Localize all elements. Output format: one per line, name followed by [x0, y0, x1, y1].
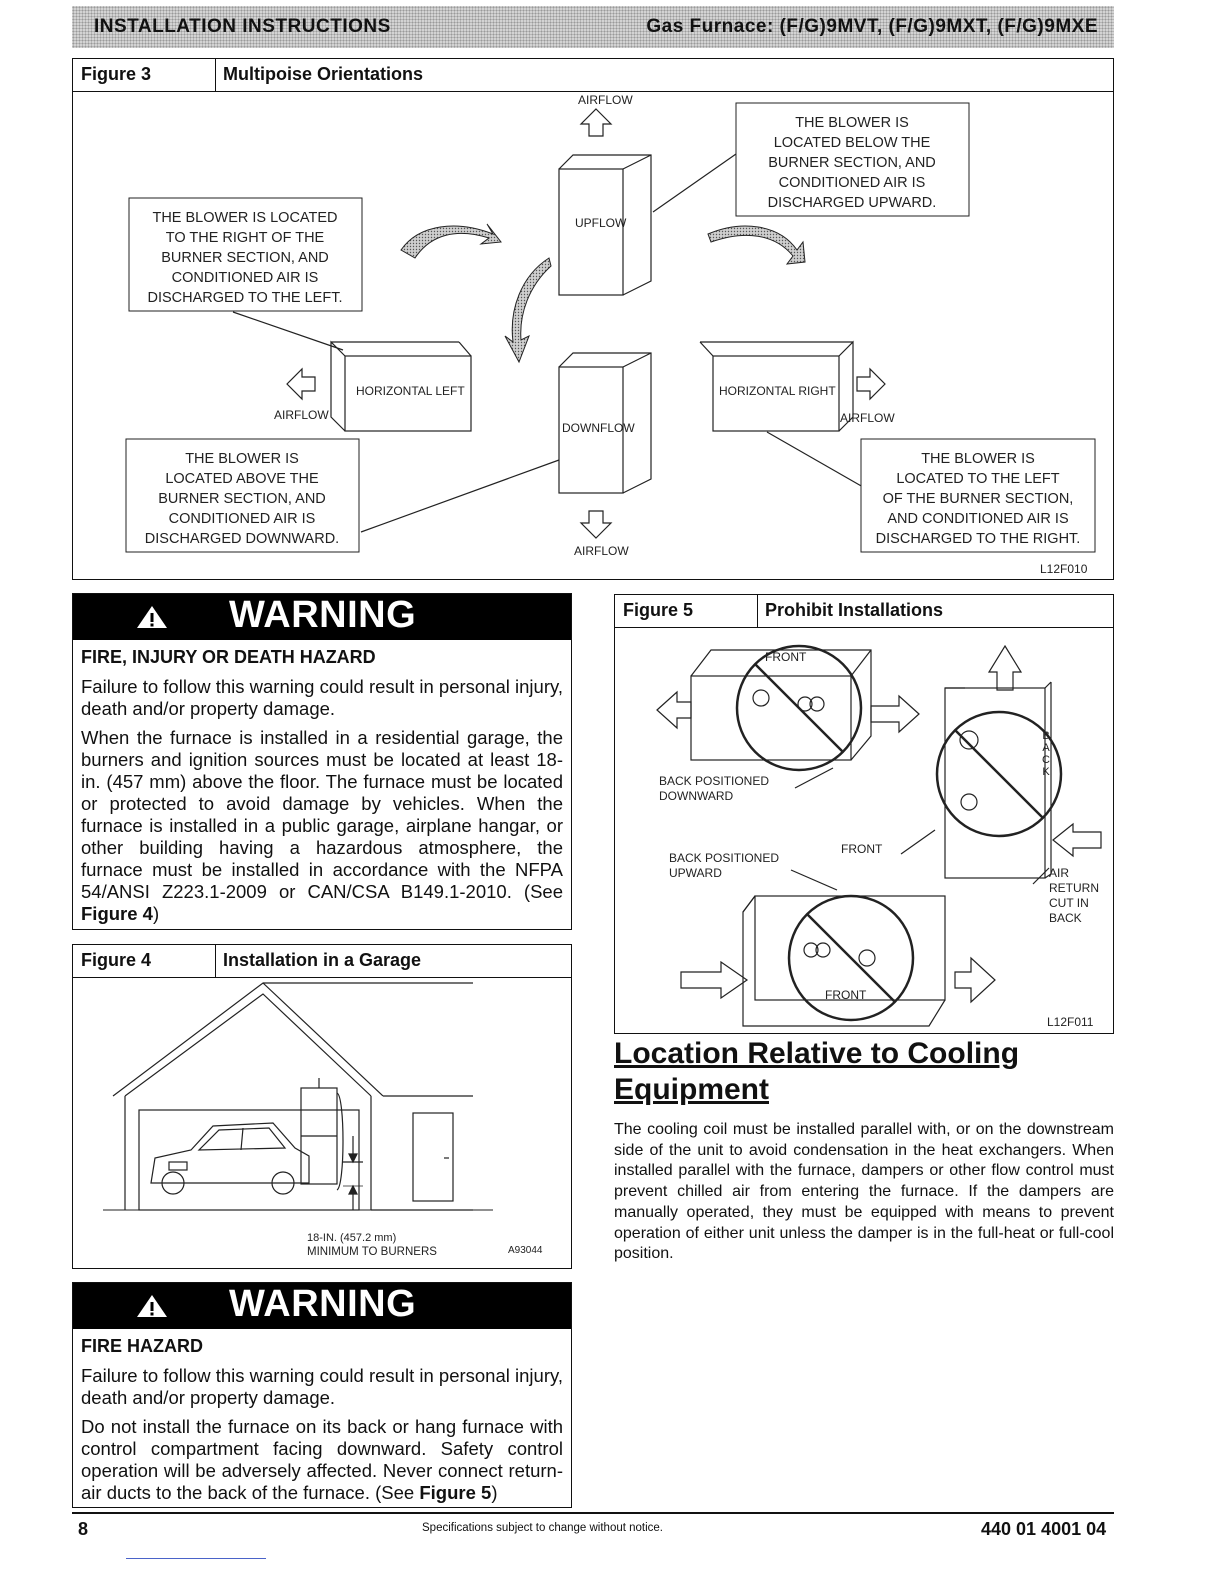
footer-note: Specifications subject to change without notice.: [422, 1522, 664, 1534]
document-number: 440 01 4001 04: [981, 1519, 1107, 1539]
decorative-rule: [126, 1558, 266, 1559]
warning-fire-injury: [72, 593, 572, 930]
svg-text:THE BLOWER IS: THE BLOWER IS: [185, 451, 299, 467]
airflow-up-arrow: [581, 109, 611, 136]
section-title: Location Relative to Cooling Equipment: [614, 1037, 1020, 1106]
svg-text:BURNER SECTION, AND: BURNER SECTION, AND: [768, 155, 936, 171]
back-up-label-1: BACK POSITIONED: [669, 851, 780, 865]
svg-text:OF THE BURNER SECTION,: OF THE BURNER SECTION,: [882, 491, 1074, 507]
svg-text:TO THE RIGHT OF THE: TO THE RIGHT OF THE: [165, 230, 325, 246]
rotate-arrow-right: [708, 226, 805, 264]
header-title: INSTALLATION INSTRUCTIONS: [94, 16, 391, 37]
svg-text:K: K: [1042, 766, 1050, 778]
rotate-arrow-left: [401, 224, 501, 258]
rotate-arrow-down: [505, 258, 551, 362]
figure-5-number: Figure 5: [623, 600, 694, 620]
garage-dim-1: 18-IN. (457.2 mm): [307, 1232, 397, 1244]
warning-text-1: Failure to follow this warning could result in personal injury, death and/or property damage.: [81, 676, 563, 719]
svg-text:LOCATED ABOVE THE: LOCATED ABOVE THE: [165, 471, 319, 487]
upflow-label: UPFLOW: [575, 216, 627, 230]
svg-text:THE BLOWER IS: THE BLOWER IS: [795, 115, 909, 131]
svg-text:B: B: [1042, 730, 1050, 742]
warning-triangle-icon: [135, 1293, 169, 1319]
airflow-right-arrow: [857, 369, 885, 399]
airflow-left-arrow: [287, 369, 315, 399]
warning-word: WARNING: [229, 1283, 417, 1325]
warning-fire-hazard: [72, 1282, 572, 1508]
warning-text-2: When the furnace is installed in a residential garage, the burners and ignition sources must be located at least 18-in. (457 mm) above the floor. The furnace must be located or protected to avoid damage by vehicles. When the furnace is installed in a public garage, airplane hangar, or other building having a hazardous atmosphere, the furnace must be installed in accordance with the NFPA 54/ANSI Z223.1-2009 or CAN/CSA B149.1-2010. (See Figure 4): [81, 727, 563, 924]
airflow-label-left: AIRFLOW: [274, 408, 329, 422]
multipoise-diagram: [73, 92, 1113, 579]
front-label-bottom: FRONT: [825, 988, 867, 1002]
figure-5-reference: Figure 5: [419, 1482, 492, 1503]
horizontal-left-label: HORIZONTAL LEFT: [356, 384, 465, 398]
warning-triangle-icon: [135, 604, 169, 630]
figure-4-number: Figure 4: [81, 950, 152, 970]
svg-text:DISCHARGED DOWNWARD.: DISCHARGED DOWNWARD.: [144, 531, 340, 547]
horizontal-right-label: HORIZONTAL RIGHT: [719, 384, 836, 398]
svg-text:DISCHARGED UPWARD.: DISCHARGED UPWARD.: [767, 195, 937, 211]
header-models: Gas Furnace: (F/G)9MVT, (F/G)9MXT, (F/G)9MXE: [646, 16, 1098, 37]
svg-text:DISCHARGED TO THE RIGHT.: DISCHARGED TO THE RIGHT.: [875, 531, 1081, 547]
footer-rule: [72, 1512, 1114, 1514]
page-number: 8: [78, 1519, 89, 1539]
svg-text:BURNER SECTION, AND: BURNER SECTION, AND: [158, 491, 326, 507]
figure-5: [614, 594, 1114, 1034]
figure-4-title: Installation in a Garage: [223, 950, 422, 970]
figure-3-number: Figure 3: [81, 64, 152, 84]
warning-hazard: FIRE, INJURY OR DEATH HAZARD: [81, 647, 376, 667]
figure-5-title: Prohibit Installations: [765, 600, 944, 620]
airflow-label-down: AIRFLOW: [574, 544, 629, 558]
warning-text-1: Failure to follow this warning could result in personal injury, death and/or property damage.: [81, 1365, 563, 1408]
back-down-label-1: BACK POSITIONED: [659, 774, 770, 788]
warning-banner: [73, 594, 571, 640]
svg-text:LOCATED BELOW THE: LOCATED BELOW THE: [773, 135, 931, 151]
figure-5-header: [615, 595, 1113, 628]
svg-text:CUT IN: CUT IN: [1049, 896, 1089, 910]
airflow-label-right: AIRFLOW: [840, 411, 895, 425]
warning-text-2: Do not install the furnace on its back or hang furnace with control compartment facing downward. Safety control operation will be adversely affected. Never connect return-air ducts to the back of the furnace. (See Figure 5): [81, 1416, 563, 1503]
garage-dim-2: MINIMUM TO BURNERS: [307, 1246, 437, 1258]
svg-text:A: A: [1042, 742, 1050, 754]
section-body: The cooling coil must be installed parallel with, or on the downstream side of the unit to avoid condensation in the heat exchangers. When installed parallel with the furnace, dampers or other flow control must prevent chilled air from entering the furnace. If the dampers are manually operated, they must be equipped with means to prevent operation of either unit unless the damper is in the full-heat or full-cool position.: [614, 1121, 1114, 1263]
air-return-label: [1049, 866, 1099, 925]
prohibited-installations-diagram: [615, 628, 1113, 1033]
svg-text:BURNER SECTION, AND: BURNER SECTION, AND: [161, 250, 329, 266]
svg-text:BACK: BACK: [1049, 911, 1082, 925]
warning-banner: [73, 1283, 571, 1329]
back-down-label-2: DOWNWARD: [659, 789, 734, 803]
svg-text:AIR: AIR: [1049, 866, 1070, 880]
svg-text:AND CONDITIONED AIR IS: AND CONDITIONED AIR IS: [887, 511, 1069, 527]
garage-illustration: [73, 978, 571, 1268]
figure-4-code: A93044: [508, 1245, 543, 1256]
svg-text:THE BLOWER IS: THE BLOWER IS: [921, 451, 1035, 467]
figure-4-reference: Figure 4: [81, 903, 153, 924]
svg-text:LOCATED TO THE LEFT: LOCATED TO THE LEFT: [896, 471, 1060, 487]
airflow-label-up: AIRFLOW: [578, 93, 633, 107]
back-vertical-label: [1042, 730, 1050, 778]
page-header: [72, 6, 1114, 48]
figure-3-title: Multipoise Orientations: [223, 64, 424, 84]
svg-text:THE BLOWER IS LOCATED: THE BLOWER IS LOCATED: [152, 210, 338, 226]
airflow-down-arrow: [581, 511, 611, 538]
downflow-label: DOWNFLOW: [562, 421, 635, 435]
svg-text:CONDITIONED AIR IS: CONDITIONED AIR IS: [171, 270, 319, 286]
svg-text:RETURN: RETURN: [1049, 881, 1099, 895]
front-label-middle: FRONT: [841, 842, 883, 856]
figure-4: [72, 944, 572, 1269]
figure-3: [72, 58, 1114, 580]
svg-text:CONDITIONED AIR IS: CONDITIONED AIR IS: [168, 511, 316, 527]
svg-text:C: C: [1042, 754, 1050, 766]
callout-horizontal-left: [148, 210, 343, 306]
back-up-label-2: UPWARD: [669, 866, 722, 880]
svg-text:DISCHARGED TO THE LEFT.: DISCHARGED TO THE LEFT.: [147, 290, 343, 306]
warning-word: WARNING: [229, 594, 417, 636]
front-label-top: FRONT: [765, 650, 807, 664]
figure-3-header: [73, 59, 1113, 92]
figure-5-code: L12F011: [1047, 1015, 1094, 1029]
svg-text:CONDITIONED AIR IS: CONDITIONED AIR IS: [778, 175, 926, 191]
warning-hazard: FIRE HAZARD: [81, 1336, 203, 1356]
figure-4-header: [73, 945, 571, 978]
figure-3-code: L12F010: [1040, 562, 1088, 576]
